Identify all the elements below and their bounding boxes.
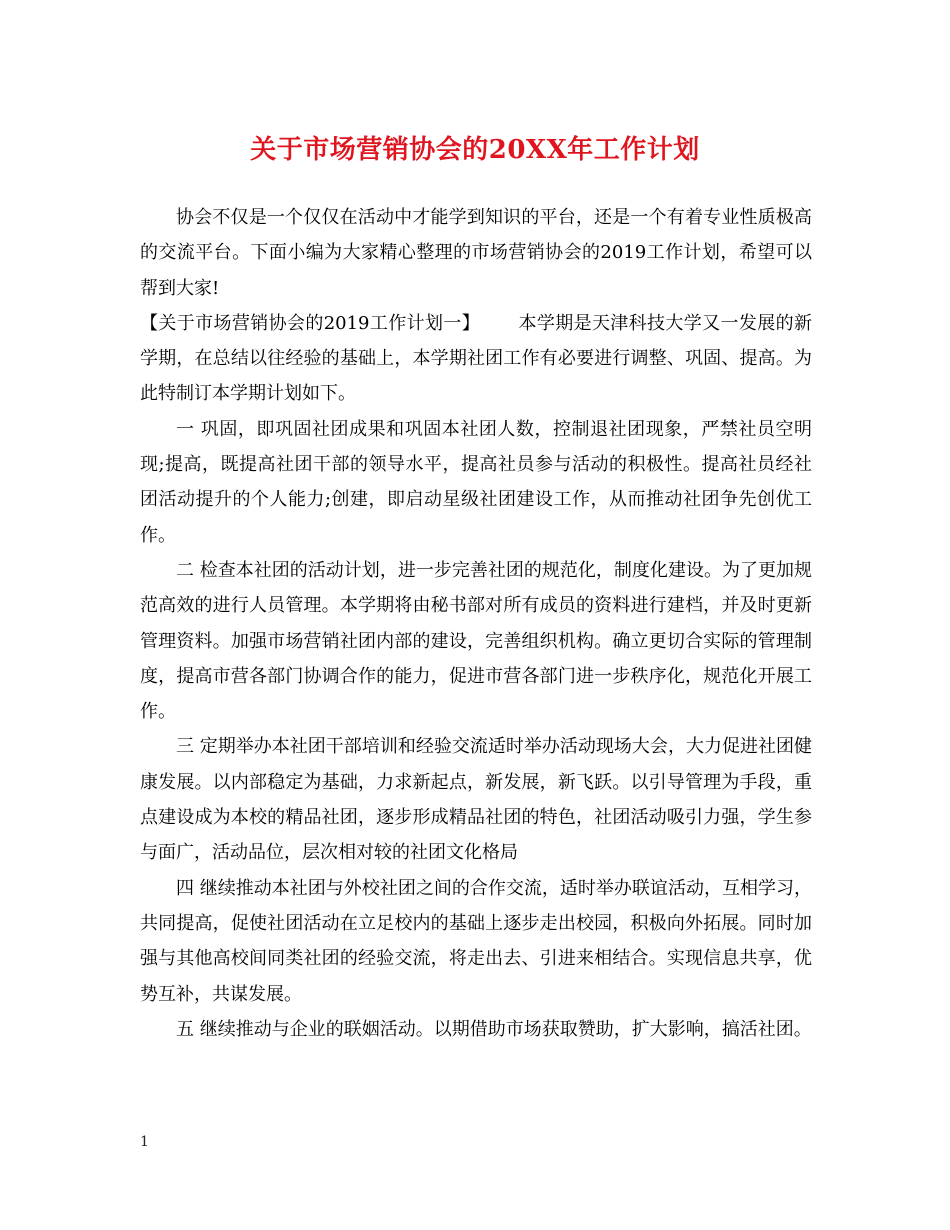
document-body: [140, 200, 812, 1047]
plan-item-1: 一 巩固，即巩固社团成果和巩固本社团人数，控制退社团现象，严禁社员空明现;提高，既提高社团干部的领导水平，提高社员参与活动的积极性。提高社员经社团活动提升的个人能力;创建，即启动星级社团建设工作，从而推动社团争先创优工作。: [140, 418, 812, 546]
section-opening: 本学期是天津科技大学又一发展的新学期，在总结以往经验的基础上，本学期社团工作有必要进行调整、巩固、提高。为此特制订本学期计划如下。: [140, 312, 813, 405]
document-title: 关于市场营销协会的20XX年工作计划: [250, 135, 700, 165]
section-paragraph: [140, 306, 812, 412]
plan-item-5: 五 继续推动与企业的联姻活动。以期借助市场获取赞助，扩大影响，搞活社团。: [176, 1018, 812, 1040]
section-heading: 【关于市场营销协会的2019工作计划一】: [140, 312, 481, 334]
plan-item-4: 四 继续推动本社团与外校社团之间的合作交流，适时举办联谊活动，互相学习，共同提高，促使社团活动在立足校内的基础上逐步走出校园，积极向外拓展。同时加强与其他高校间同类社团的经验交流，将走出去、引进来相结合。实现信息共享，优势互补，共谋发展。: [140, 877, 812, 1005]
intro-paragraph: 协会不仅是一个仅仅在活动中才能学到知识的平台，还是一个有着专业性质极高的交流平台。下面小编为大家精心整理的市场营销协会的2019工作计划，希望可以帮到大家!: [140, 207, 812, 299]
page-number: 1: [140, 1134, 149, 1150]
plan-item-3: 三 定期举办本社团干部培训和经验交流适时举办活动现场大会，大力促进社团健康发展。以内部稳定为基础，力求新起点，新发展，新飞跃。以引导管理为手段，重点建设成为本校的精品社团，逐步形成精品社团的特色，社团活动吸引力强，学生参与面广，活动品位，层次相对较的社团文化格局: [140, 736, 812, 864]
plan-item-2: 二 检查本社团的活动计划，进一步完善社团的规范化，制度化建设。为了更加规范高效的进行人员管理。本学期将由秘书部对所有成员的资料进行建档，并及时更新管理资料。加强市场营销社团内部的建设，完善组织机构。确立更切合实际的管理制度，提高市营各部门协调合作的能力，促进市营各部门进一步秩序化，规范化开展工作。: [140, 559, 812, 723]
